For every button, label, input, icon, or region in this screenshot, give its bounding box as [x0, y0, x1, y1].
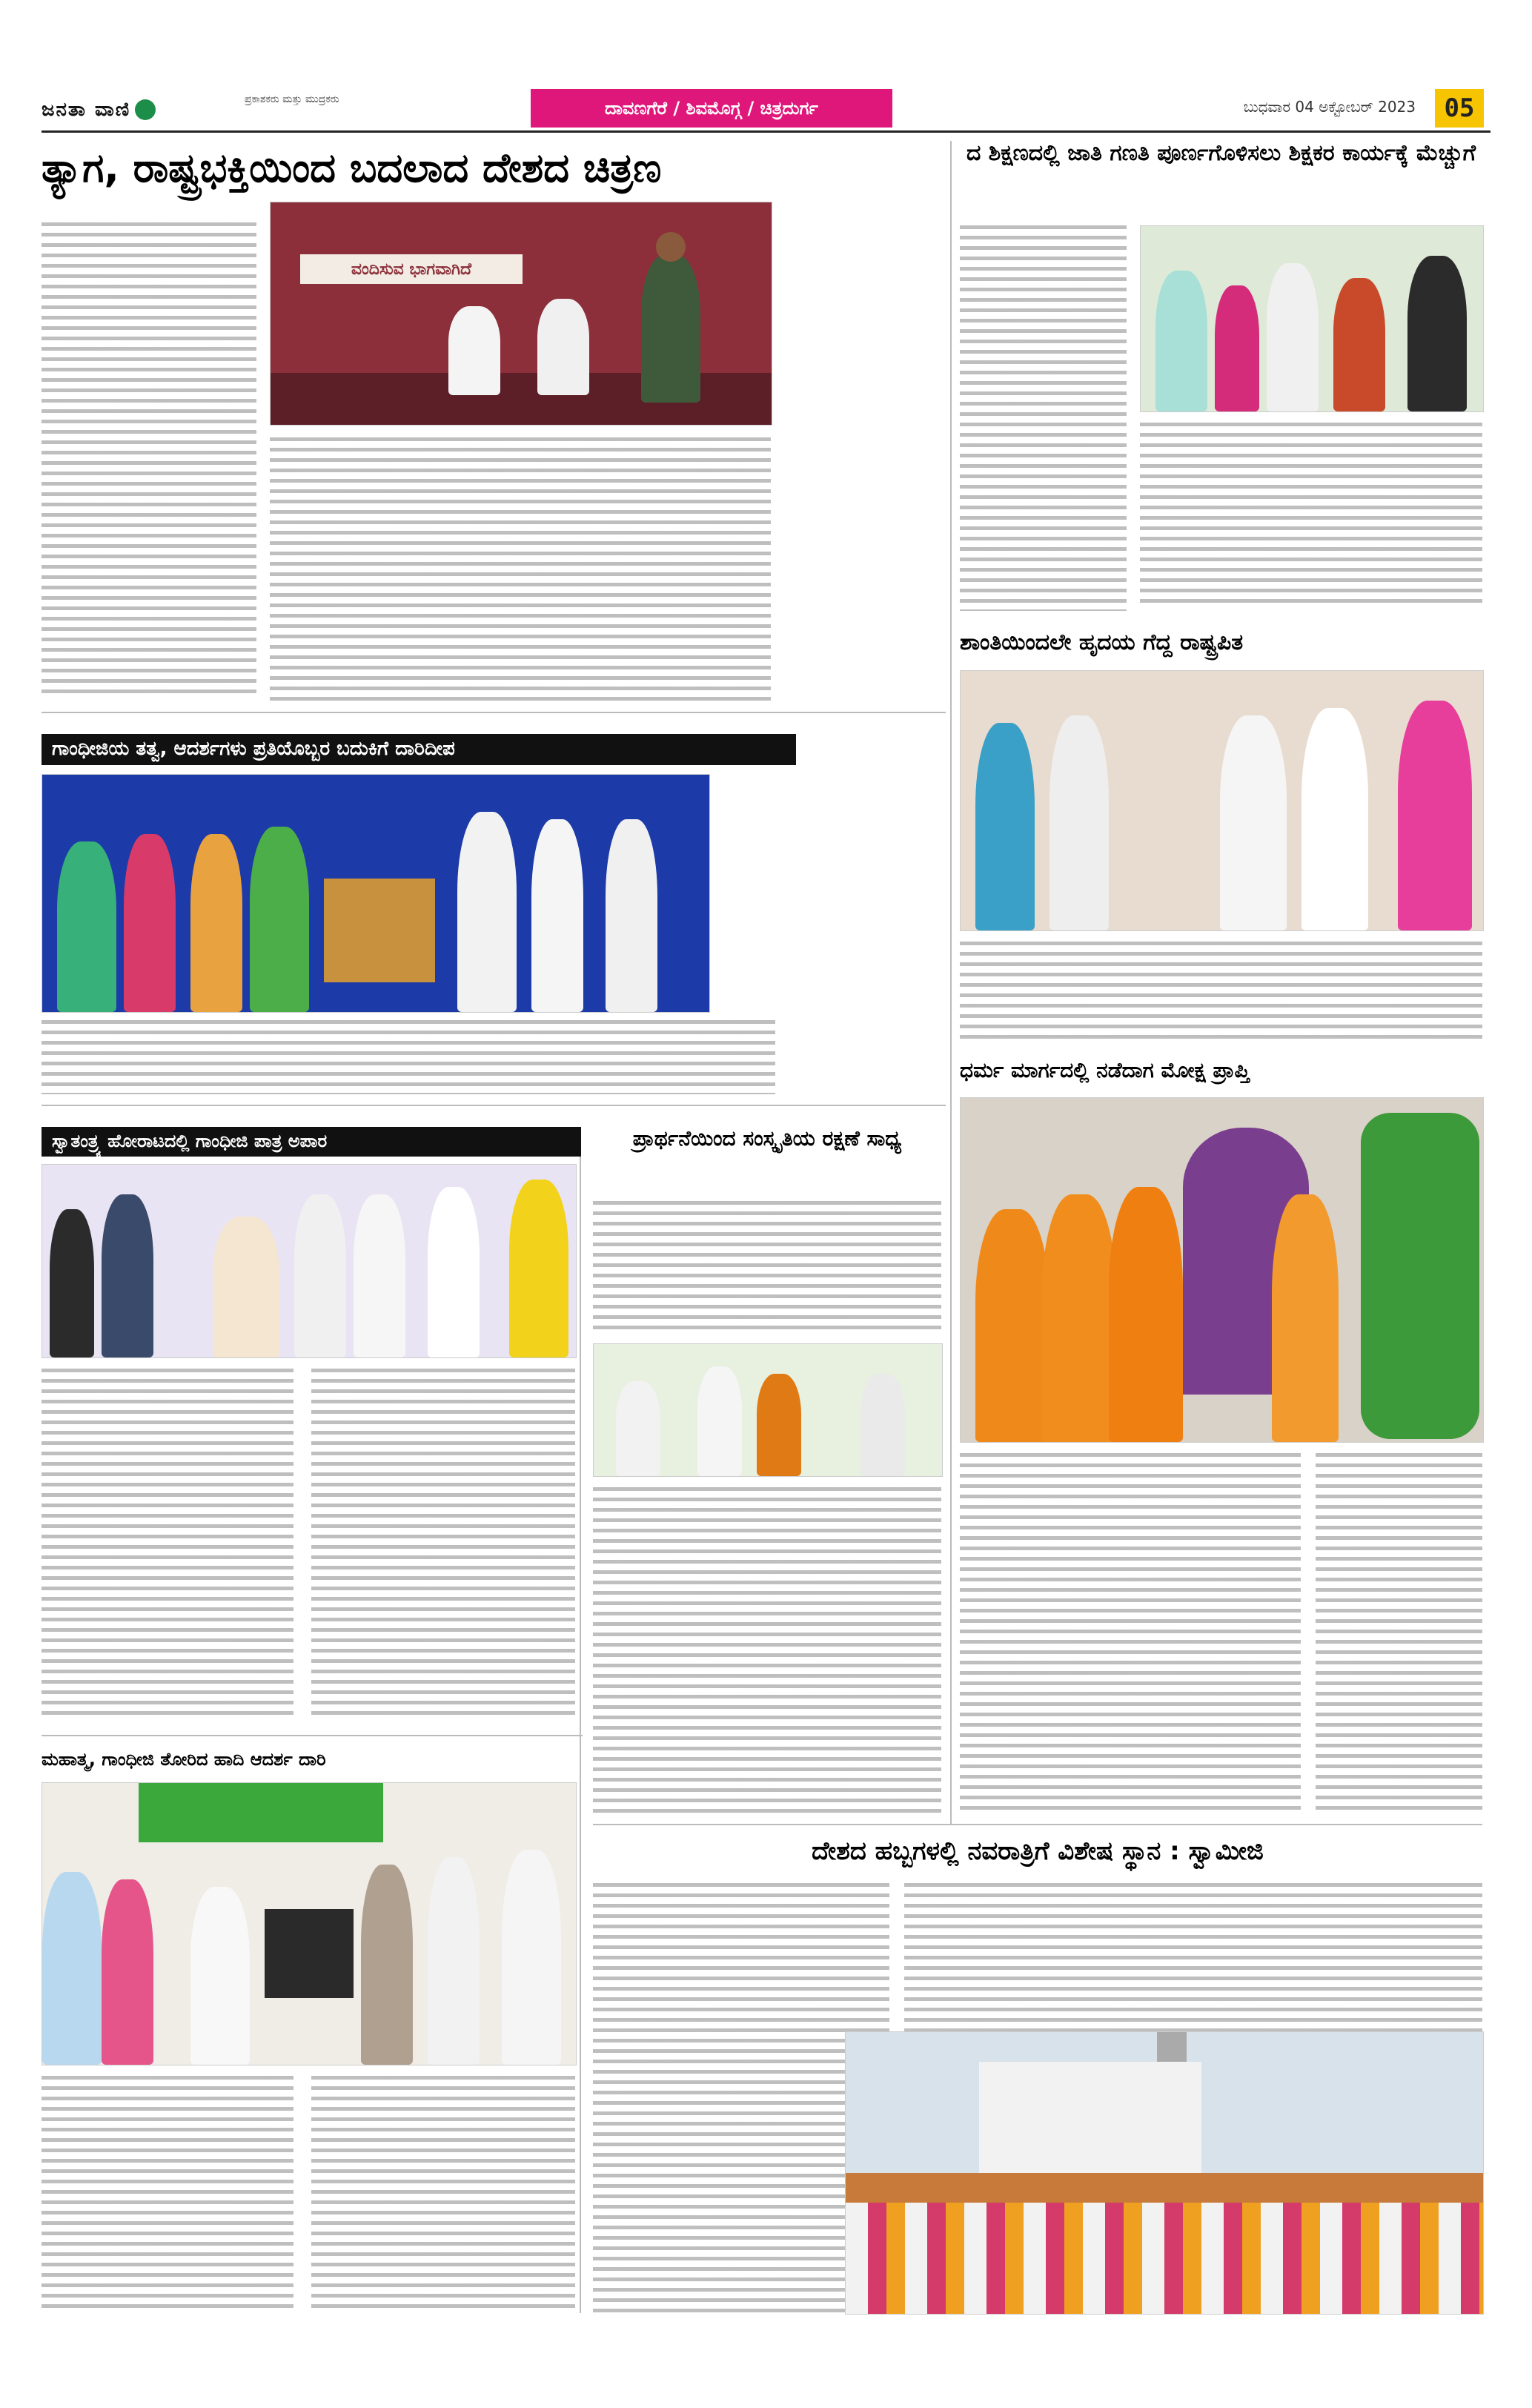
masthead-rule	[42, 130, 1490, 133]
seated-guest	[213, 1217, 279, 1357]
person	[616, 1381, 660, 1476]
article-text	[1140, 423, 1482, 608]
person	[1407, 256, 1467, 411]
main-article-photo	[270, 202, 772, 426]
flower-garland	[1361, 1113, 1479, 1439]
person	[531, 819, 583, 1012]
person	[190, 834, 242, 1012]
seated-person	[537, 299, 589, 395]
left-mid-photo	[42, 774, 710, 1013]
column-divider	[580, 1127, 581, 2313]
person	[975, 723, 1035, 930]
person	[1215, 285, 1259, 411]
person	[1049, 715, 1109, 930]
person	[354, 1194, 405, 1357]
person	[294, 1194, 346, 1357]
portrait-table	[265, 1909, 354, 1998]
bottom-headline: ದೇಶದ ಹಬ್ಬಗಳಲ್ಲಿ ನವರಾತ್ರಿಗೆ ವಿಶೇಷ ಸ್ಥಾನ : ಸ್ವಾಮೀಜಿ	[812, 1836, 1264, 1866]
person	[1220, 715, 1287, 930]
main-headline: ತ್ಯಾಗ, ರಾಷ್ಟ್ರಭಕ್ತಿಯಿಂದ ಬದಲಾದ ದೇಶದ ಚಿತ್ರಣ	[42, 145, 662, 191]
monk	[975, 1209, 1049, 1442]
article-text	[270, 437, 771, 704]
person	[1398, 701, 1472, 930]
person	[428, 1857, 480, 2065]
right-top-headline: ದ ಶಿಕ್ಷಣದಲ್ಲಿ ಜಾತಿ ಗಣತಿ ಪೂರ್ಣಗೊಳಿಸಲು ಶಿಕ್ಷಕರ ಕಾರ್ಯಕ್ಕೆ ಮೆಚ್ಚುಗೆ	[966, 140, 1476, 166]
article-text	[42, 1020, 775, 1094]
person	[457, 812, 517, 1012]
left-bottom-headline: ಮಹಾತ್ಮ, ಗಾಂಧೀಜಿ ತೋರಿದ ಹಾದಿ ಆದರ್ಶ ದಾರಿ	[42, 1749, 326, 1770]
person	[1333, 278, 1385, 411]
floral-arch	[139, 1783, 383, 1842]
monk	[1042, 1194, 1116, 1442]
article-text	[960, 942, 1482, 1045]
portrait-table	[324, 879, 435, 982]
monk	[757, 1374, 801, 1476]
column-divider	[950, 141, 952, 1824]
person	[57, 841, 116, 1012]
left-third-photo	[42, 1164, 577, 1358]
right-top-photo	[1140, 225, 1484, 412]
center-headline: ಪ್ರಾರ್ಥನೆಯಿಂದ ಸಂಸ್ಕೃತಿಯ ರಕ್ಷಣೆ ಸಾಧ್ಯ	[632, 1126, 902, 1151]
article-text	[904, 1883, 1482, 2031]
article-text	[311, 1369, 575, 1717]
person	[124, 834, 176, 1012]
article-text	[960, 225, 1127, 611]
person	[509, 1180, 568, 1357]
article-text	[1316, 1453, 1482, 1816]
article-text	[42, 222, 256, 697]
right-mid-photo	[960, 670, 1484, 931]
right-temple-headline: ಧರ್ಮ ಮಾರ್ಗದಲ್ಲಿ ನಡೆದಾಗ ಮೋಕ್ಷ ಪ್ರಾಪ್ತಿ	[960, 1058, 1250, 1082]
bottom-photo	[845, 2031, 1484, 2315]
person	[860, 1374, 905, 1476]
article-text	[960, 1453, 1301, 1816]
seated-person	[448, 306, 500, 395]
section-divider	[42, 1735, 583, 1736]
article-text	[42, 1369, 294, 1717]
speaker-head	[656, 232, 686, 262]
article-text	[311, 2076, 575, 2313]
article-text	[593, 1201, 941, 1334]
person	[361, 1865, 413, 2065]
person	[1301, 708, 1368, 930]
person	[102, 1879, 153, 2065]
page-number: 05	[1435, 89, 1484, 128]
left-third-headline: ಸ್ವಾತಂತ್ರ್ಯ ಹೋರಾಟದಲ್ಲಿ ಗಾಂಧೀಜಿ ಪಾತ್ರ ಅಪಾರ	[42, 1127, 581, 1157]
date-line: ಬುಧವಾರ 04 ಅಕ್ಟೋಬರ್ 2023	[1243, 98, 1416, 116]
section-divider	[42, 712, 946, 713]
publisher-info: ಪ್ರಕಾಶಕರು ಮತ್ತು ಮುದ್ರಕರು	[245, 93, 339, 105]
section-tag: ದಾವಣಗೆರೆ / ಶಿವಮೊಗ್ಗ / ಚಿತ್ರದುರ್ಗ	[531, 89, 892, 128]
logo-text: ಜನತಾ ವಾಣಿ	[42, 98, 131, 121]
newspaper-logo	[42, 95, 212, 125]
left-bottom-photo	[42, 1782, 577, 2065]
article-text	[593, 1487, 941, 1813]
person	[502, 1850, 561, 2065]
section-divider	[42, 1105, 946, 1106]
right-mid-headline: ಶಾಂತಿಯಿಂದಲೇ ಹೃದಯ ಗೆದ್ದ ರಾಷ್ಟ್ರಪಿತ	[960, 629, 1244, 655]
person	[190, 1887, 250, 2065]
section-divider	[593, 1824, 1482, 1825]
stage-banner: ವಂದಿಸುವ ಭಾಗವಾಗಿದೆ	[300, 254, 523, 284]
article-text	[42, 2076, 294, 2313]
person	[50, 1209, 94, 1357]
temple-photo	[960, 1097, 1484, 1443]
logo-globe-icon	[135, 99, 156, 120]
center-photo	[593, 1343, 943, 1477]
left-mid-headline: ಗಾಂಧೀಜಿಯ ತತ್ವ, ಆದರ್ಶಗಳು ಪ್ರತಿಯೊಬ್ಬರ ಬದುಕಿಗೆ ದಾರಿದೀಪ	[42, 734, 796, 765]
person	[102, 1194, 153, 1357]
speaker	[641, 254, 700, 403]
temple-building	[979, 2062, 1201, 2173]
monk	[1109, 1187, 1183, 1442]
person	[697, 1366, 742, 1476]
person	[428, 1187, 480, 1357]
person	[1155, 271, 1207, 411]
person	[1267, 263, 1319, 411]
person	[250, 827, 309, 1012]
crowd-people	[846, 2203, 1483, 2314]
monk	[1272, 1194, 1339, 1442]
person	[42, 1872, 102, 2065]
person	[606, 819, 657, 1012]
